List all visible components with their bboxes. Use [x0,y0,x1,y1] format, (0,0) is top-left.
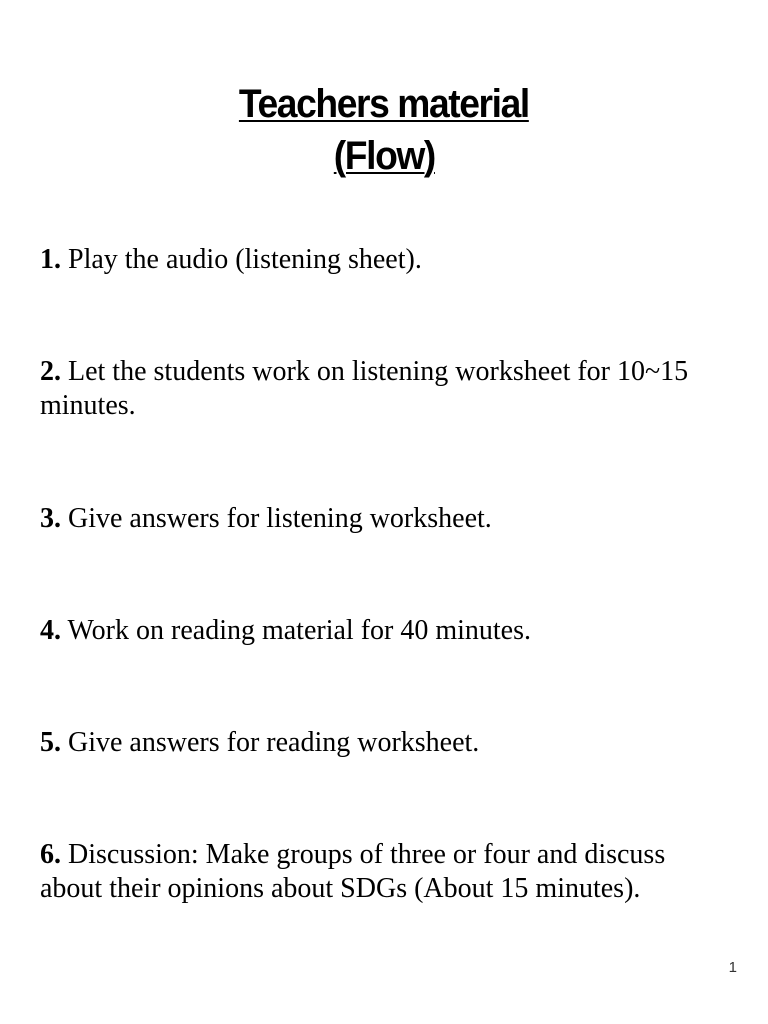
page-number: 1 [728,959,737,976]
step-text: Give answers for listening worksheet. [68,503,492,534]
step-6 [40,838,730,906]
title-line-1: Teachers material [239,82,529,126]
step-number: 4. [40,615,61,646]
step-text: Discussion: Make groups of three or four and discuss about their opinions about SDGs (About 15 minutes). [40,839,666,904]
step-number: 2. [40,356,61,387]
step-number: 1. [40,244,61,275]
document-title [0,78,768,182]
step-number: 3. [40,503,61,534]
step-1 [40,243,730,277]
step-3 [40,502,730,536]
step-text: Play the audio (listening sheet). [68,244,422,275]
title-line-2: (Flow) [333,134,435,178]
step-number: 6. [40,839,61,870]
step-text: Give answers for reading worksheet. [68,727,480,758]
step-4 [40,614,730,648]
step-5 [40,726,730,760]
step-text: Let the students work on listening worksheet for 10~15 minutes. [40,356,689,421]
step-2 [40,355,730,423]
step-number: 5. [40,727,61,758]
step-text: Work on reading material for 40 minutes. [67,615,532,646]
